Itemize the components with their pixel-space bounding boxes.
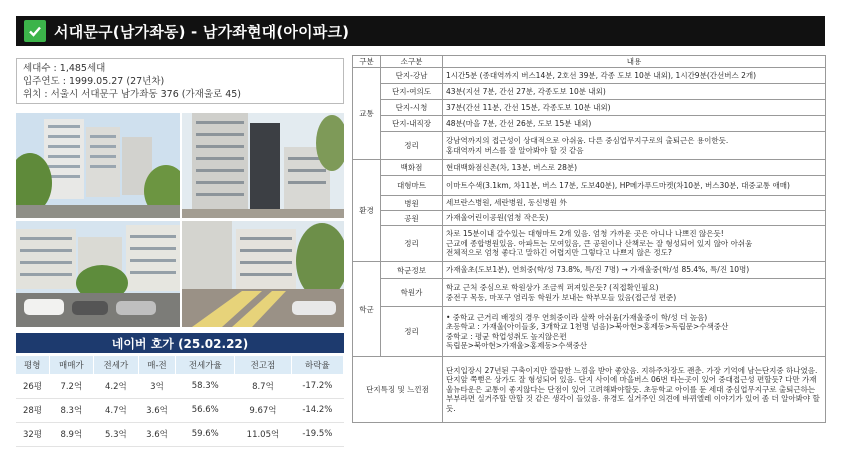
col-header: 매매가 [49,356,94,374]
content-cell: 가재울어린이공원(엄청 작은듯) [443,211,826,226]
table-cell: 26평 [16,374,49,398]
table-row [16,374,344,398]
category-cell: 단지특징 및 느낀점 [353,357,443,423]
table-cell: 8.7억 [235,374,292,398]
table-cell: -19.5% [291,422,343,446]
category-cell: 환경 [353,160,381,262]
subcategory-cell: 단지-강남 [381,68,443,84]
subcategory-cell: 대형마트 [381,176,443,196]
subcategory-cell: 단지-내직장 [381,116,443,132]
table-row [353,84,826,100]
apartment-photo-1 [16,113,180,218]
households-text: 세대수 : 1,485세대 [23,63,106,74]
table-row [353,116,826,132]
table-cell: 56.6% [176,398,235,422]
table-cell: 7.2억 [49,374,94,398]
apartment-photo-3 [16,221,180,327]
content-cell: 현대백화점신촌(차, 13분, 버스로 28분) [443,160,826,176]
content-cell: 43분(지선 7분, 간선 27분, 각종도보 10분 내외) [443,84,826,100]
table-row [16,422,344,446]
detail-table-header [353,56,826,68]
table-cell: 3.6억 [138,398,176,422]
col-header: 소구분 [381,56,443,68]
apartment-photo-2 [182,113,344,218]
table-cell: 58.3% [176,374,235,398]
page-title: 서대문구(남가좌동) - 남가좌현대(아이파크) [54,22,350,41]
table-cell: -14.2% [291,398,343,422]
content-cell: 단지입장시 27년된 구축이지만 깔끔한 느낌을 받아 좋았음. 지하주차장도 괜춘. 가장 기억에 남는단지중 하나였음. 단지앞 쭉뻗은 상가도 잘 형성되어 있음. 단지 사이에 마을버스 06번 타는곳이 있어 중대접근성 편할듯? 다만 가재울뉴타운은 교통이 좋지않다는 단점이 있어 고려해봐야할듯. 초등학교 아이를 둔 세대 중심업무지구로 출퇴근하는 부부라면 실거주할 만할 것 같은 생각이 들었음. 유경도 실거주인 의견에 바뀌엘레 이야기가 있어 좀 더 알아봐야 할 듯. [443,357,826,423]
table-row [353,196,826,211]
table-cell: 8.9억 [49,422,94,446]
location-text: 위치 : 서울시 서대문구 남가좌동 376 (가재울로 45) [23,89,241,100]
table-cell: 3.6억 [138,422,176,446]
detail-table [352,55,826,423]
content-cell: 가재울초(도보1분), 연희중(학/성 73.8%, 특/진 7명) → 가재울중(학/성 85.4%, 특/진 10명) [443,262,826,279]
table-cell: 11.05억 [235,422,292,446]
table-cell: 59.6% [176,422,235,446]
subcategory-cell: 단지-시청 [381,100,443,116]
col-header: 매-전 [138,356,176,374]
col-header: 하락율 [291,356,343,374]
col-header: 구분 [353,56,381,68]
table-row [353,176,826,196]
subcategory-cell: 정리 [381,226,443,262]
table-cell: 3억 [138,374,176,398]
table-row [353,211,826,226]
content-cell: 37분(간선 11분, 간선 15분, 각종도보 10분 내외) [443,100,826,116]
subcategory-cell: 정리 [381,307,443,357]
table-cell: 5.3억 [94,422,139,446]
content-cell: 차로 15분이내 갈수있는 대형마트 2개 있음. 엄청 가까운 곳은 아니나 나쁘진 않은듯! 근교에 종합병원있음. 아파트는 모여있음, 큰 공원이나 산책로는 잘 형성되어 있지 않아 아쉬움 전체적으로 엄청 좋다고 말하긴 어렵지만 그렇다고 나쁘지 않은 정도? [443,226,826,262]
content-cell: 48분(마을 7분, 간선 26분, 도보 15분 내외) [443,116,826,132]
col-header: 전세가 [94,356,139,374]
content-cell: 세브란스병원, 세란병원, 동신병원 外 [443,196,826,211]
subcategory-cell: 정리 [381,132,443,160]
table-row [353,160,826,176]
content-cell: • 중학교 근거리 배정의 경우 연희중이라 살짝 아쉬움(가재울중이 학/성 더 높음) 초등학교 : 가재울(아이들多, 3개학교 1천명 넘음)>북아현>홍제동>독립문>수색중산 중학교 : 평균 학업성취도 높지않은편 독립문>북아현>가재울>홍제동>수색중산 [443,307,826,357]
col-header: 전세가율 [176,356,235,374]
table-row [353,132,826,160]
table-cell: 32평 [16,422,49,446]
table-row [353,68,826,84]
category-cell: 학군 [353,262,381,357]
col-header: 전고점 [235,356,292,374]
subcategory-cell: 백화점 [381,160,443,176]
content-cell: 강남역까지의 접근성이 상대적으로 아쉬움. 다른 중심업무지구로의 출퇴근은 용이한듯. 홍대역까지 버스를 잘 알아봐야 할 것 같음 [443,132,826,160]
col-header: 평형 [16,356,49,374]
content-cell: 1시간5분 (종대역까지 버스14분, 2호선 39분, 각종 도보 10분 내외), 1시간9분(간선버스 2개) [443,68,826,84]
photo-collage [16,113,344,327]
col-header: 내용 [443,56,826,68]
table-cell: 4.7억 [94,398,139,422]
content-cell: 이마트수색(3.1km, 차11분, 버스 17분, 도보40분), HP메가푸드마켓(차10분, 버스30분, 대중교통 애매) [443,176,826,196]
table-cell: 28평 [16,398,49,422]
content-cell: 학교 근처 중심으로 학원상가 조금씩 퍼져있은듯? (직접확인필요) 중전구 목동, 마포구 염리동 학원가 보내는 학부모들 있음(접근성 편준) [443,279,826,307]
apartment-photo-4 [182,221,344,327]
subcategory-cell: 단지-여의도 [381,84,443,100]
table-cell: 9.67억 [235,398,292,422]
title-bar [16,16,825,46]
complex-info-box [16,58,344,104]
subcategory-cell: 병원 [381,196,443,211]
table-row [16,398,344,422]
table-cell: 4.2억 [94,374,139,398]
table-cell: -17.2% [291,374,343,398]
table-row [353,307,826,357]
table-row [353,226,826,262]
subcategory-cell: 공원 [381,211,443,226]
subcategory-cell: 학군정보 [381,262,443,279]
table-row [353,279,826,307]
category-cell: 교통 [353,68,381,160]
price-table-header [16,356,344,374]
naver-price-title: 네이버 호가 (25.02.22) [16,333,344,353]
table-row [353,100,826,116]
table-cell: 8.3억 [49,398,94,422]
built-year-text: 입주연도 : 1999.05.27 (27년차) [23,76,165,87]
table-row [353,262,826,279]
price-table [16,356,344,447]
subcategory-cell: 학원가 [381,279,443,307]
checkmark-icon [24,20,46,42]
table-row [353,357,826,423]
